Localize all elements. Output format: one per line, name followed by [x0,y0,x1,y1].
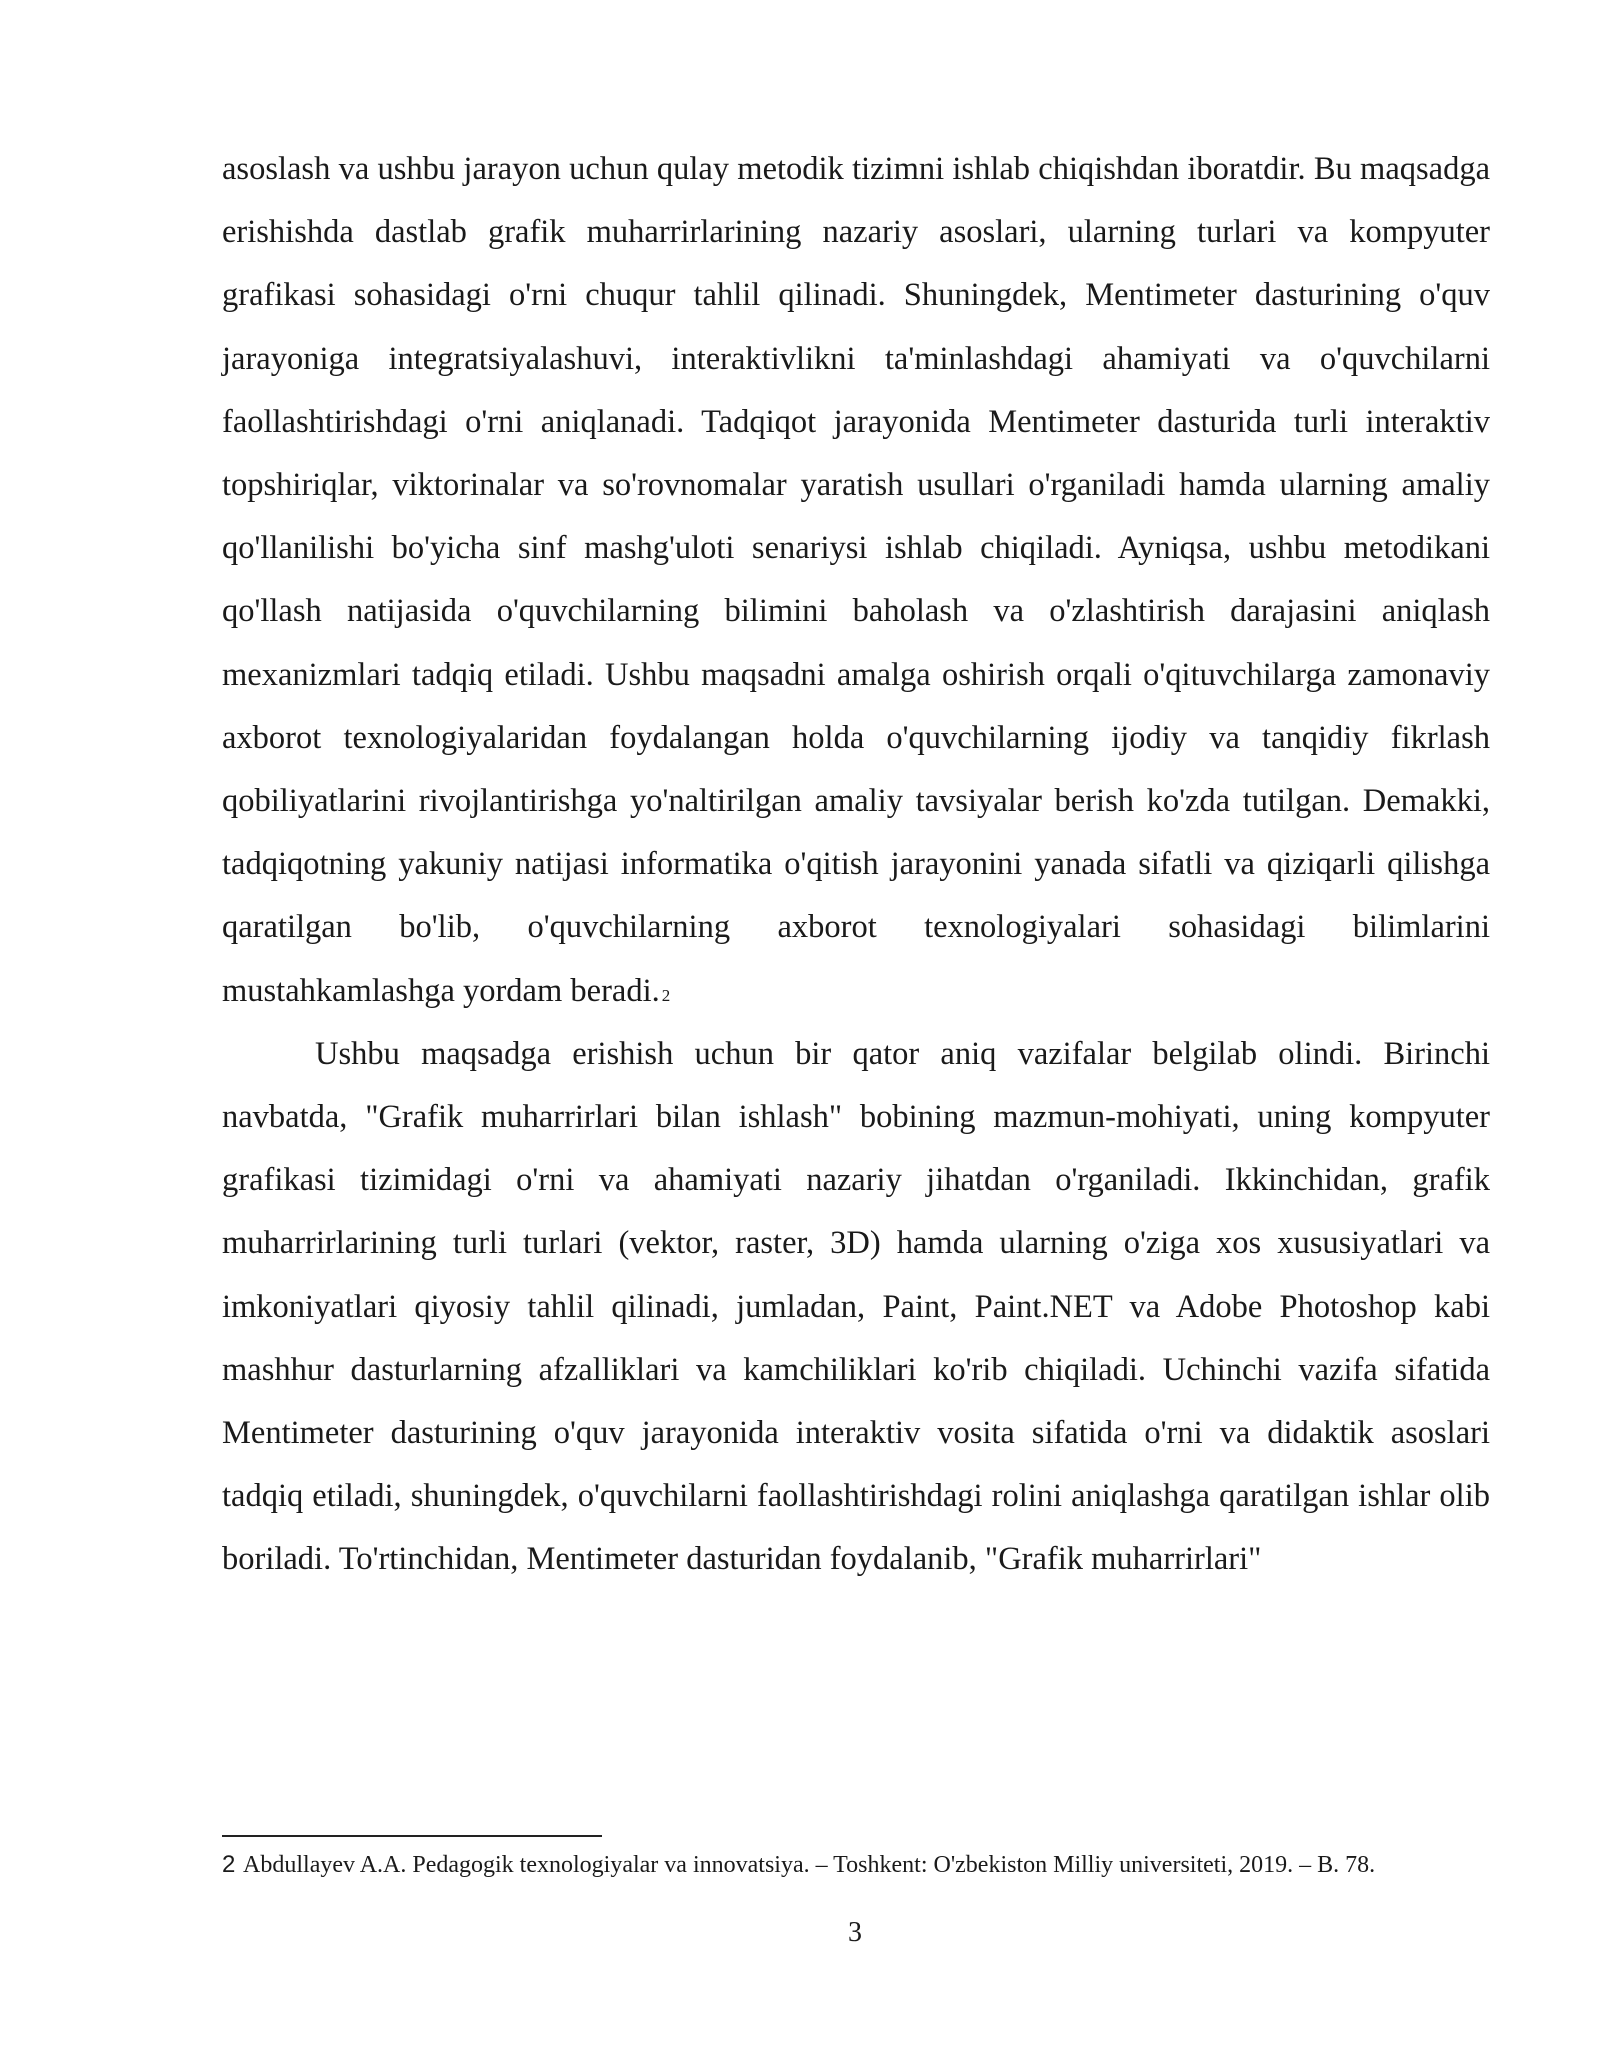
paragraph-1-text: asoslash va ushbu jarayon uchun qulay metodik tizimni ishlab chiqishdan iboratdir. Bu maqsadga erishishda dastlab grafik muharrirlarining nazariy asoslari, ularning turlari va kompyuter grafikasi sohasidagi o'rni chuqur tahlil qilinadi. Shuningdek, Mentimeter dasturining o'quv jarayoniga integratsiyalashuvi, interaktivlikni ta'minlashdagi ahamiyati va o'quvchilarni faollashtirishdagi o'rni aniqlanadi. Tadqiqot jarayonida Mentimeter dasturida turli interaktiv topshiriqlar, viktorinalar va so'rovnomalar yaratish usullari o'rganiladi hamda ularning amaliy qo'llanilishi bo'yicha sinf mashg'uloti senariysi ishlab chiqiladi. Ayniqsa, ushbu metodikani qo'llash natijasida o'quvchilarning bilimini baholash va o'zlashtirish darajasini aniqlash mexanizmlari tadqiq etiladi. Ushbu maqsadni amalga oshirish orqali o'qituvchilarga zamonaviy axborot texnologiyalaridan foydalangan holda o'quvchilarning ijodiy va tanqidiy fikrlash qobiliyatlarini rivojlantirishga yo'naltirilgan amaliy tavsiyalar berish ko'zda tutilgan. Demakki, tadqiqotning yakuniy natijasi informatika o'qitish jarayonini yanada sifatli va qiziqarli qilishga qaratilgan bo'lib, o'quvchilarning axborot texnologiyalari sohasidagi bilimlarini mustahkamlashga yordam beradi. [222,151,1490,1009]
body-text [222,138,1490,1592]
footnote [222,1850,1502,1880]
footnote-number: 2 [222,1851,236,1878]
footnote-reference: 2 [661,985,671,1005]
footnote-separator [222,1835,602,1837]
paragraph-2-text: Ushbu maqsadga erishish uchun bir qator aniq vazifalar belgilab olindi. Birinchi navbatda, "Grafik muharrirlari bilan ishlash" bobining mazmun-mohiyati, uning kompyuter grafikasi tizimidagi o'rni va ahamiyati nazariy jihatdan o'rganiladi. Ikkinchidan, grafik muharrirlarining turli turlari (vektor, raster, 3D) hamda ularning o'ziga xos xususiyatlari va imkoniyatlari qiyosiy tahlil qilinadi, jumladan, Paint, Paint.NET va Adobe Photoshop kabi mashhur dasturlarning afzalliklari va kamchiliklari ko'rib chiqiladi. Uchinchi vazifa sifatida Mentimeter dasturining o'quv jarayonida interaktiv vosita sifatida o'rni va didaktik asoslari tadqiq etiladi, shuningdek, o'quvchilarni faollashtirishdagi rolini aniqlashga qaratilgan ishlar olib boriladi. To'rtinchidan, Mentimeter dasturidan foydalanib, "Grafik muharrirlari" [222,1035,1490,1578]
paragraph-1 [222,138,1490,1023]
paragraph-2 [222,1023,1490,1592]
page-number: 3 [848,1917,862,1948]
footnote-text: Abdullayev A.A. Pedagogik texnologiyalar va innovatsiya. – Toshkent: O'zbekiston Milliy universiteti, 2019. – B. 78. [243,1852,1376,1878]
